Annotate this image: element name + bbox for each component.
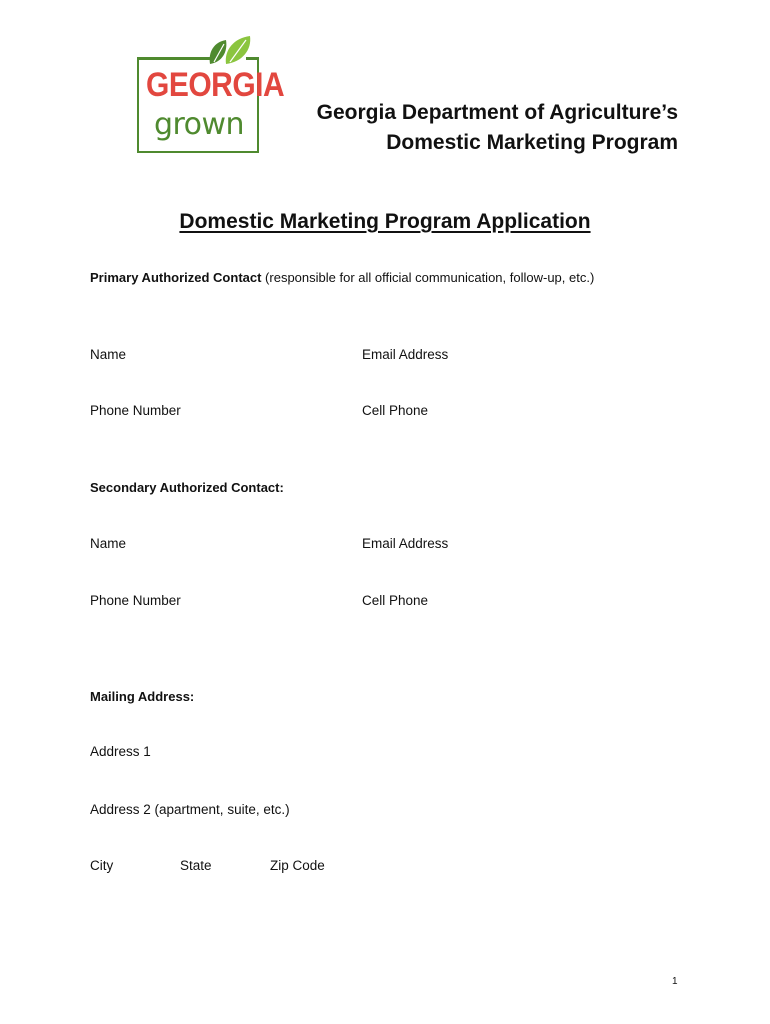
secondary-name-label: Name [90,536,127,551]
address1-label: Address 1 [90,744,151,759]
primary-cell-label: Cell Phone [362,403,429,418]
primary-contact-heading-bold: Primary Authorized Contact [90,270,262,285]
leaf-icon [206,34,254,68]
logo-text-grown: grown [153,107,245,142]
page-number: 1 [672,976,678,987]
secondary-phone-label: Phone Number [90,593,181,608]
zip-code-label: Zip Code [270,858,325,873]
secondary-contact-heading [90,480,284,495]
city-label: City [90,858,114,873]
org-heading-line2: Domestic Marketing Program [386,131,678,154]
secondary-contact-heading-bold: Secondary Authorized Contact: [90,480,284,495]
org-heading [317,98,678,158]
logo-text-georgia: GEORGIA [146,66,285,104]
primary-name-label: Name [90,347,127,362]
logo-frame-top-left [137,57,211,60]
secondary-cell-label: Cell Phone [362,593,429,608]
primary-phone-label: Phone Number [90,403,181,418]
state-label: State [180,858,212,873]
address2-label: Address 2 (apartment, suite, etc.) [90,802,290,817]
mailing-address-heading [90,689,194,704]
primary-contact-note: (responsible for all official communication, follow-up, etc.) [261,270,595,285]
org-heading-line1: Georgia Department of Agriculture’s [316,101,678,124]
primary-email-label: Email Address [362,347,449,362]
secondary-email-label: Email Address [362,536,449,551]
document-title: Domestic Marketing Program Application [179,210,591,233]
primary-contact-heading [90,270,594,285]
mailing-address-heading-bold: Mailing Address: [90,689,195,704]
